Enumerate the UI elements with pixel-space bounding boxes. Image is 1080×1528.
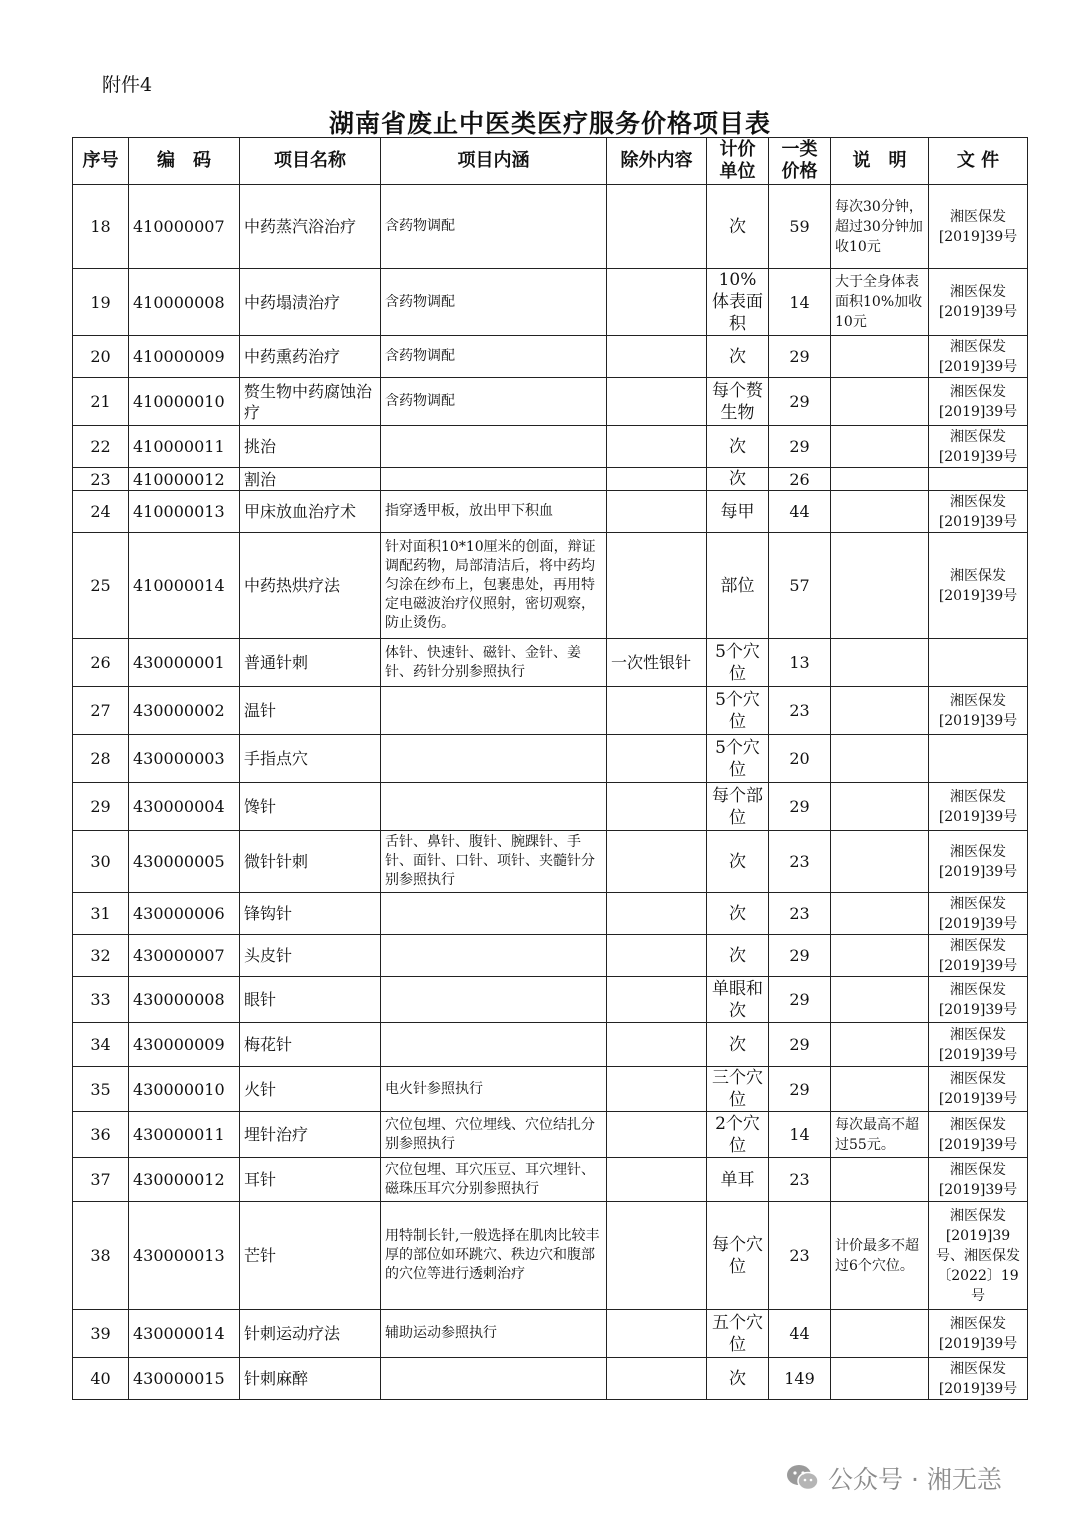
cell-code: 410000012	[129, 468, 240, 491]
cell-code: 430000013	[129, 1202, 240, 1310]
cell-name: 温针	[240, 687, 381, 735]
cell-no: 35	[73, 1067, 129, 1112]
cell-excluded	[607, 533, 707, 639]
table-row	[73, 831, 1028, 893]
cell-content: 含药物调配	[381, 185, 607, 269]
header-content: 项目内涵	[381, 138, 607, 185]
cell-price: 29	[769, 1023, 831, 1067]
cell-content: 用特制长针,一般选择在肌肉比较丰厚的部位如环跳穴、秩边穴和腹部的穴位等进行透刺治疗	[381, 1202, 607, 1310]
cell-code: 430000002	[129, 687, 240, 735]
cell-unit: 三个穴位	[707, 1067, 769, 1112]
cell-unit: 5个穴位	[707, 639, 769, 687]
cell-no: 32	[73, 935, 129, 977]
header-file: 文 件	[929, 138, 1028, 185]
cell-price: 29	[769, 1067, 831, 1112]
table-row	[73, 1023, 1028, 1067]
cell-name: 眼针	[240, 977, 381, 1023]
header-unit: 计价单位	[707, 138, 769, 185]
header-note: 说 明	[831, 138, 929, 185]
cell-excluded	[607, 185, 707, 269]
cell-file: 湘医保发[2019]39号	[929, 491, 1028, 533]
cell-name: 割治	[240, 468, 381, 491]
cell-note	[831, 491, 929, 533]
cell-content: 针对面积10*10厘米的创面，辩证调配药物，局部清洁后，将中药均匀涂在纱布上，包裹患处，再用特定电磁波治疗仪照射，密切观察，防止烫伤。	[381, 533, 607, 639]
cell-file	[929, 468, 1028, 491]
header-code: 编 码	[129, 138, 240, 185]
cell-unit: 每个穴位	[707, 1202, 769, 1310]
cell-note	[831, 1023, 929, 1067]
cell-name: 埋针治疗	[240, 1112, 381, 1158]
cell-content	[381, 1358, 607, 1400]
cell-excluded	[607, 426, 707, 468]
cell-name: 馋针	[240, 783, 381, 831]
cell-unit: 每个赘生物	[707, 378, 769, 426]
cell-file: 湘医保发[2019]39号	[929, 185, 1028, 269]
cell-price: 29	[769, 977, 831, 1023]
cell-unit: 5个穴位	[707, 687, 769, 735]
table-row	[73, 426, 1028, 468]
cell-excluded	[607, 935, 707, 977]
cell-unit: 次	[707, 935, 769, 977]
cell-file: 湘医保发[2019]39号	[929, 1358, 1028, 1400]
table-row	[73, 935, 1028, 977]
cell-content	[381, 783, 607, 831]
cell-unit: 次	[707, 1358, 769, 1400]
cell-code: 430000006	[129, 893, 240, 935]
cell-name: 锋钩针	[240, 893, 381, 935]
cell-code: 410000007	[129, 185, 240, 269]
cell-file: 湘医保发[2019]39号	[929, 893, 1028, 935]
cell-note	[831, 468, 929, 491]
cell-code: 430000014	[129, 1310, 240, 1358]
table-row	[73, 1310, 1028, 1358]
cell-content	[381, 893, 607, 935]
cell-note	[831, 336, 929, 378]
cell-code: 410000014	[129, 533, 240, 639]
cell-price: 23	[769, 893, 831, 935]
cell-excluded	[607, 491, 707, 533]
cell-file: 湘医保发[2019]39号	[929, 269, 1028, 336]
cell-price: 23	[769, 687, 831, 735]
table-row	[73, 1158, 1028, 1202]
cell-content	[381, 935, 607, 977]
table-row	[73, 491, 1028, 533]
cell-content	[381, 468, 607, 491]
cell-code: 430000010	[129, 1067, 240, 1112]
cell-unit: 5个穴位	[707, 735, 769, 783]
cell-code: 430000008	[129, 977, 240, 1023]
cell-file: 湘医保发[2019]39号	[929, 1067, 1028, 1112]
cell-unit: 五个穴位	[707, 1310, 769, 1358]
cell-note: 每次30分钟，超过30分钟加收10元	[831, 185, 929, 269]
cell-excluded	[607, 831, 707, 893]
table-row	[73, 1112, 1028, 1158]
cell-content: 体针、快速针、磁针、金针、姜针、药针分别参照执行	[381, 639, 607, 687]
cell-no: 23	[73, 468, 129, 491]
cell-unit: 次	[707, 336, 769, 378]
header-no: 序号	[73, 138, 129, 185]
cell-price: 23	[769, 1158, 831, 1202]
cell-file: 湘医保发[2019]39号	[929, 533, 1028, 639]
cell-unit: 单耳	[707, 1158, 769, 1202]
cell-code: 430000007	[129, 935, 240, 977]
cell-name: 针刺麻醉	[240, 1358, 381, 1400]
cell-content	[381, 1023, 607, 1067]
cell-no: 21	[73, 378, 129, 426]
table-row	[73, 336, 1028, 378]
cell-price: 149	[769, 1358, 831, 1400]
attachment-label: 附件4	[102, 74, 153, 96]
cell-note	[831, 735, 929, 783]
cell-no: 18	[73, 185, 129, 269]
cell-unit: 2个穴位	[707, 1112, 769, 1158]
cell-price: 23	[769, 1202, 831, 1310]
cell-no: 29	[73, 783, 129, 831]
cell-price: 20	[769, 735, 831, 783]
cell-content: 电火针参照执行	[381, 1067, 607, 1112]
cell-no: 20	[73, 336, 129, 378]
cell-price: 26	[769, 468, 831, 491]
price-table	[72, 137, 1028, 1400]
cell-note	[831, 378, 929, 426]
cell-file: 湘医保发[2019]39号	[929, 935, 1028, 977]
cell-file: 湘医保发[2019]39号	[929, 378, 1028, 426]
cell-no: 34	[73, 1023, 129, 1067]
cell-name: 针刺运动疗法	[240, 1310, 381, 1358]
cell-content: 指穿透甲板，放出甲下积血	[381, 491, 607, 533]
cell-note	[831, 687, 929, 735]
page-title: 湖南省废止中医类医疗服务价格项目表	[328, 109, 771, 138]
cell-note: 每次最高不超过55元。	[831, 1112, 929, 1158]
cell-no: 22	[73, 426, 129, 468]
cell-unit: 次	[707, 1023, 769, 1067]
cell-code: 410000008	[129, 269, 240, 336]
cell-excluded	[607, 1310, 707, 1358]
cell-file: 湘医保发[2019]39号	[929, 426, 1028, 468]
cell-file	[929, 735, 1028, 783]
cell-price: 29	[769, 426, 831, 468]
cell-no: 25	[73, 533, 129, 639]
cell-excluded	[607, 735, 707, 783]
cell-content: 含药物调配	[381, 378, 607, 426]
cell-no: 30	[73, 831, 129, 893]
cell-name: 中药蒸汽浴治疗	[240, 185, 381, 269]
cell-no: 37	[73, 1158, 129, 1202]
cell-no: 31	[73, 893, 129, 935]
cell-file	[929, 639, 1028, 687]
cell-code: 430000001	[129, 639, 240, 687]
cell-file: 湘医保发[2019]39号	[929, 1112, 1028, 1158]
header-price: 一类价格	[769, 138, 831, 185]
cell-code: 430000003	[129, 735, 240, 783]
table-row	[73, 378, 1028, 426]
cell-file: 湘医保发[2019]39号	[929, 336, 1028, 378]
cell-note	[831, 977, 929, 1023]
cell-excluded	[607, 1067, 707, 1112]
cell-code: 430000015	[129, 1358, 240, 1400]
cell-name: 芒针	[240, 1202, 381, 1310]
cell-note	[831, 426, 929, 468]
watermark	[786, 1460, 1002, 1496]
cell-unit: 次	[707, 185, 769, 269]
cell-excluded	[607, 1202, 707, 1310]
cell-name: 中药熏药治疗	[240, 336, 381, 378]
cell-content: 含药物调配	[381, 336, 607, 378]
cell-price: 13	[769, 639, 831, 687]
cell-excluded	[607, 977, 707, 1023]
cell-price: 23	[769, 831, 831, 893]
cell-code: 410000013	[129, 491, 240, 533]
cell-price: 57	[769, 533, 831, 639]
cell-name: 赘生物中药腐蚀治疗	[240, 378, 381, 426]
cell-price: 14	[769, 1112, 831, 1158]
cell-note	[831, 533, 929, 639]
cell-content	[381, 735, 607, 783]
cell-name: 手指点穴	[240, 735, 381, 783]
cell-file: 湘医保发[2019]39号	[929, 1310, 1028, 1358]
cell-content: 穴位包埋、耳穴压豆、耳穴埋针、磁珠压耳穴分别参照执行	[381, 1158, 607, 1202]
cell-content: 含药物调配	[381, 269, 607, 336]
cell-content	[381, 977, 607, 1023]
header-excluded: 除外内容	[607, 138, 707, 185]
cell-excluded	[607, 1358, 707, 1400]
cell-excluded	[607, 687, 707, 735]
cell-name: 头皮针	[240, 935, 381, 977]
cell-excluded	[607, 269, 707, 336]
table-row	[73, 783, 1028, 831]
table-row	[73, 1202, 1028, 1310]
cell-file: 湘医保发[2019]39号	[929, 1158, 1028, 1202]
table-header-row	[73, 138, 1028, 185]
cell-unit: 单眼和次	[707, 977, 769, 1023]
cell-no: 33	[73, 977, 129, 1023]
cell-name: 梅花针	[240, 1023, 381, 1067]
cell-file: 湘医保发[2019]39号	[929, 1023, 1028, 1067]
cell-code: 410000011	[129, 426, 240, 468]
cell-price: 14	[769, 269, 831, 336]
cell-content: 辅助运动参照执行	[381, 1310, 607, 1358]
cell-unit: 次	[707, 468, 769, 491]
cell-excluded	[607, 468, 707, 491]
cell-unit: 次	[707, 426, 769, 468]
cell-excluded: 一次性银针	[607, 639, 707, 687]
cell-no: 39	[73, 1310, 129, 1358]
cell-no: 24	[73, 491, 129, 533]
table-row	[73, 1358, 1028, 1400]
cell-price: 29	[769, 336, 831, 378]
cell-name: 中药塌渍治疗	[240, 269, 381, 336]
cell-code: 430000004	[129, 783, 240, 831]
cell-unit: 每个部位	[707, 783, 769, 831]
table-row	[73, 468, 1028, 491]
watermark-text: 公众号 · 湘无恙	[828, 1465, 1002, 1494]
cell-no: 36	[73, 1112, 129, 1158]
cell-note	[831, 893, 929, 935]
cell-file: 湘医保发[2019]39号	[929, 977, 1028, 1023]
cell-excluded	[607, 378, 707, 426]
cell-code: 430000005	[129, 831, 240, 893]
cell-no: 27	[73, 687, 129, 735]
cell-no: 28	[73, 735, 129, 783]
cell-code: 430000012	[129, 1158, 240, 1202]
table-row	[73, 687, 1028, 735]
cell-file: 湘医保发[2019]39号、湘医保发〔2022〕19号	[929, 1202, 1028, 1310]
cell-excluded	[607, 783, 707, 831]
cell-content	[381, 687, 607, 735]
cell-code: 410000010	[129, 378, 240, 426]
cell-name: 火针	[240, 1067, 381, 1112]
table-row	[73, 185, 1028, 269]
table-row	[73, 735, 1028, 783]
cell-no: 26	[73, 639, 129, 687]
header-name: 项目名称	[240, 138, 381, 185]
cell-no: 38	[73, 1202, 129, 1310]
cell-content	[381, 426, 607, 468]
cell-price: 44	[769, 1310, 831, 1358]
cell-code: 430000011	[129, 1112, 240, 1158]
cell-note	[831, 1358, 929, 1400]
cell-excluded	[607, 893, 707, 935]
cell-unit: 每甲	[707, 491, 769, 533]
cell-note: 计价最多不超过6个穴位。	[831, 1202, 929, 1310]
cell-no: 19	[73, 269, 129, 336]
cell-excluded	[607, 1158, 707, 1202]
table-row	[73, 893, 1028, 935]
cell-note	[831, 1310, 929, 1358]
cell-price: 29	[769, 783, 831, 831]
cell-unit: 次	[707, 893, 769, 935]
cell-no: 40	[73, 1358, 129, 1400]
cell-price: 29	[769, 935, 831, 977]
cell-name: 耳针	[240, 1158, 381, 1202]
cell-note	[831, 935, 929, 977]
cell-price: 59	[769, 185, 831, 269]
cell-note	[831, 1158, 929, 1202]
cell-code: 410000009	[129, 336, 240, 378]
cell-excluded	[607, 1023, 707, 1067]
cell-name: 挑治	[240, 426, 381, 468]
cell-note	[831, 783, 929, 831]
cell-unit: 10%体表面积	[707, 269, 769, 336]
table-row	[73, 1067, 1028, 1112]
cell-code: 430000009	[129, 1023, 240, 1067]
cell-note	[831, 831, 929, 893]
table-row	[73, 977, 1028, 1023]
cell-unit: 部位	[707, 533, 769, 639]
table-row	[73, 533, 1028, 639]
wechat-icon	[786, 1463, 820, 1493]
cell-content: 穴位包埋、穴位埋线、穴位结扎分别参照执行	[381, 1112, 607, 1158]
cell-name: 普通针刺	[240, 639, 381, 687]
cell-note	[831, 639, 929, 687]
cell-file: 湘医保发[2019]39号	[929, 831, 1028, 893]
cell-content: 舌针、鼻针、腹针、腕踝针、手针、面针、口针、项针、夹髓针分别参照执行	[381, 831, 607, 893]
cell-note	[831, 1067, 929, 1112]
cell-name: 微针针刺	[240, 831, 381, 893]
cell-file: 湘医保发[2019]39号	[929, 783, 1028, 831]
cell-excluded	[607, 1112, 707, 1158]
table-row	[73, 269, 1028, 336]
cell-price: 29	[769, 378, 831, 426]
cell-name: 甲床放血治疗术	[240, 491, 381, 533]
cell-excluded	[607, 336, 707, 378]
cell-name: 中药热烘疗法	[240, 533, 381, 639]
cell-file: 湘医保发[2019]39号	[929, 687, 1028, 735]
cell-note: 大于全身体表面积10%加收10元	[831, 269, 929, 336]
cell-price: 44	[769, 491, 831, 533]
table-row	[73, 639, 1028, 687]
cell-unit: 次	[707, 831, 769, 893]
